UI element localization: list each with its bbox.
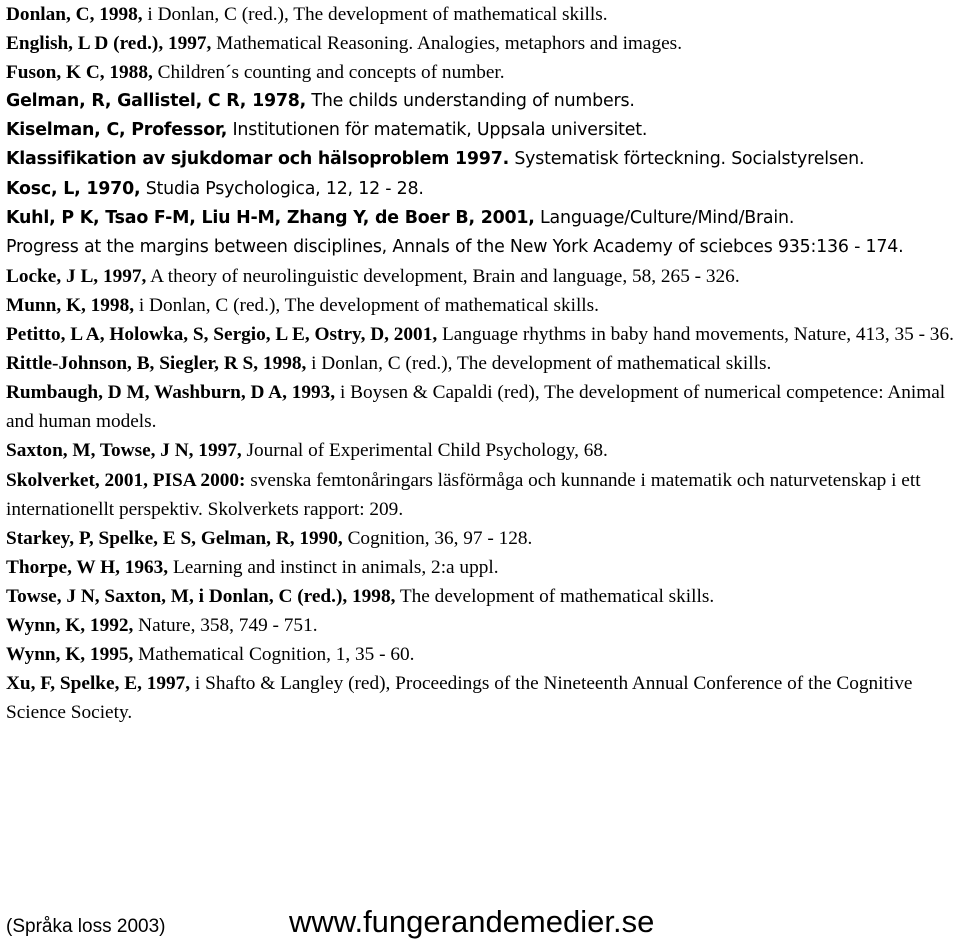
reference-details: Systematisk förteckning. Socialstyrelsen. <box>509 149 865 170</box>
reference-entry <box>6 262 956 291</box>
footer-url: www.fungerandemedier.se <box>289 904 655 939</box>
reference-authors: Towse, J N, Saxton, M, i Donlan, C (red.), 1998, <box>6 585 396 607</box>
reference-entry <box>6 349 956 378</box>
reference-entry <box>6 291 956 320</box>
reference-authors: Fuson, K C, 1988, <box>6 62 153 84</box>
reference-authors: Kiselman, C, Professor, <box>6 120 228 141</box>
reference-details: Nature, 358, 749 - 751. <box>133 614 318 636</box>
reference-details: Progress at the margins between disciplines, Annals of the New York Academy of sciebces 935:136 - 174. <box>6 236 904 257</box>
reference-entry <box>6 145 956 174</box>
reference-entry <box>6 204 956 233</box>
reference-details: i Donlan, C (red.), The development of mathematical skills. <box>134 294 599 316</box>
reference-entry <box>6 466 956 524</box>
reference-details: svenska femtonåringars läsförmåga och kunnande i matematik och naturvetenskap i ett internationellt perspektiv. Skolverkets rapport: 209. <box>6 469 921 520</box>
reference-authors: Wynn, K, 1992, <box>6 614 134 636</box>
reference-authors: Gelman, R, Gallistel, C R, 1978, <box>6 91 307 112</box>
reference-authors: Munn, K, 1998, <box>6 294 135 316</box>
reference-details: Language/Culture/Mind/Brain. <box>534 207 795 228</box>
reference-details: Journal of Experimental Child Psychology, 68. <box>241 440 608 462</box>
reference-authors: Klassifikation av sjukdomar och hälsoproblem 1997. <box>6 149 510 170</box>
footer-source: (Språka loss 2003) <box>6 916 166 937</box>
reference-entry <box>6 320 956 349</box>
reference-entry <box>6 29 956 58</box>
reference-list <box>6 0 956 727</box>
reference-entry <box>6 87 956 116</box>
reference-details: i Shafto & Langley (red), Proceedings of the Nineteenth Annual Conference of the Cognitive Science Society. <box>6 673 913 724</box>
reference-entry <box>6 582 956 611</box>
reference-authors: Rittle-Johnson, B, Siegler, R S, 1998, <box>6 353 307 375</box>
reference-entry <box>6 58 956 87</box>
reference-details: Mathematical Cognition, 1, 35 - 60. <box>133 644 415 666</box>
reference-entry <box>6 640 956 669</box>
reference-details: Children´s counting and concepts of number. <box>152 62 505 84</box>
reference-details: Cognition, 36, 97 - 128. <box>342 527 533 549</box>
reference-details: The development of mathematical skills. <box>395 585 715 607</box>
reference-authors: Kosc, L, 1970, <box>6 178 141 199</box>
reference-details: Mathematical Reasoning. Analogies, metaphors and images. <box>211 33 683 55</box>
reference-details: Learning and instinct in animals, 2:a uppl. <box>168 556 499 578</box>
reference-authors: English, L D (red.), 1997, <box>6 33 212 55</box>
reference-authors: Starkey, P, Spelke, E S, Gelman, R, 1990, <box>6 527 343 549</box>
page-footer <box>6 904 956 944</box>
reference-details: Studia Psychologica, 12, 12 - 28. <box>140 178 424 199</box>
reference-entry <box>6 611 956 640</box>
reference-entry <box>6 116 956 145</box>
reference-authors: Petitto, L A, Holowka, S, Sergio, L E, Ostry, D, 2001, <box>6 324 438 346</box>
reference-entry <box>6 233 956 262</box>
reference-details: Institutionen för matematik, Uppsala universitet. <box>227 120 648 141</box>
reference-authors: Rumbaugh, D M, Washburn, D A, 1993, <box>6 382 336 404</box>
reference-authors: Wynn, K, 1995, <box>6 644 134 666</box>
reference-details: The childs understanding of numbers. <box>306 91 635 112</box>
reference-entry <box>6 175 956 204</box>
reference-details: Language rhythms in baby hand movements, Nature, 413, 35 - 36. <box>437 324 954 346</box>
reference-entry <box>6 553 956 582</box>
reference-authors: Locke, J L, 1997, <box>6 265 147 287</box>
reference-authors: Thorpe, W H, 1963, <box>6 556 169 578</box>
reference-entry <box>6 0 956 29</box>
reference-entry <box>6 378 956 436</box>
reference-entry <box>6 436 956 465</box>
reference-authors: Saxton, M, Towse, J N, 1997, <box>6 440 242 462</box>
reference-authors: Skolverket, 2001, PISA 2000: <box>6 469 246 491</box>
reference-details: i Boysen & Capaldi (red), The development of numerical competence: Animal and human models. <box>6 382 946 433</box>
reference-authors: Donlan, C, 1998, <box>6 4 143 25</box>
reference-details: i Donlan, C (red.), The development of mathematical skills. <box>142 4 608 25</box>
reference-details: A theory of neurolinguistic development, Brain and language, 58, 265 - 326. <box>146 265 740 287</box>
reference-authors: Kuhl, P K, Tsao F-M, Liu H-M, Zhang Y, de Boer B, 2001, <box>6 207 535 228</box>
reference-details: i Donlan, C (red.), The development of mathematical skills. <box>306 353 772 375</box>
reference-authors: Xu, F, Spelke, E, 1997, <box>6 673 191 695</box>
reference-entry <box>6 524 956 553</box>
reference-entry <box>6 669 956 727</box>
